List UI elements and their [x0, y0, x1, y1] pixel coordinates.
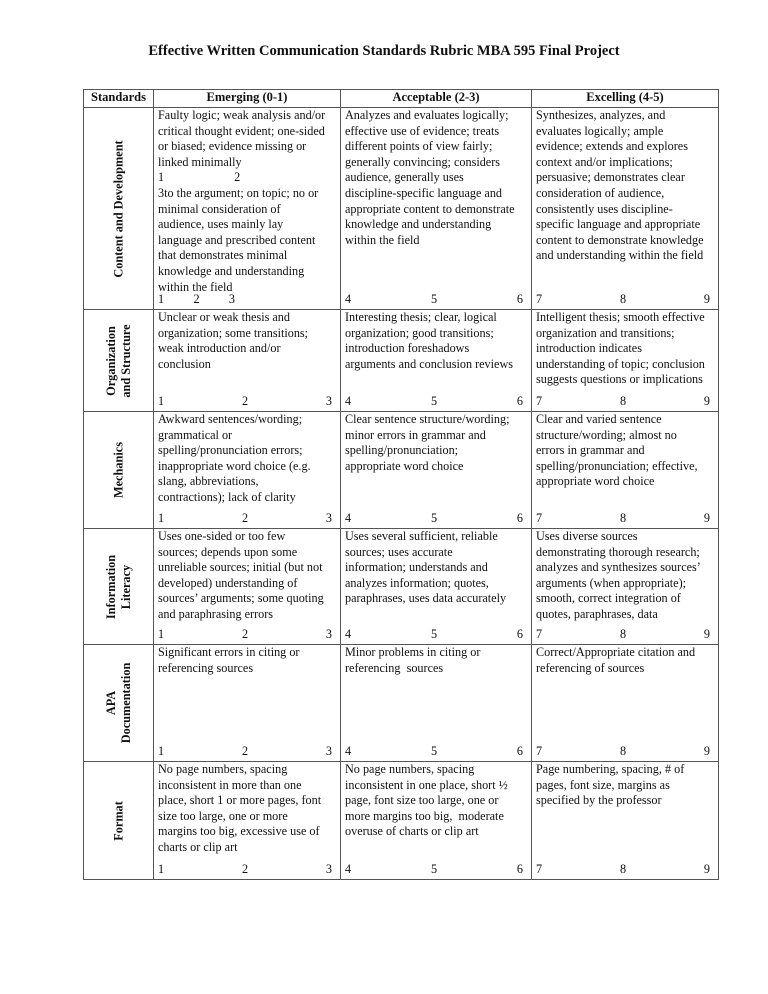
- description-line: appropriate content to demonstrate: [345, 201, 515, 216]
- description-line: evidence; extends and explores: [536, 139, 688, 154]
- standard-label-line: Information: [103, 554, 118, 619]
- criterion-description: [154, 108, 340, 295]
- standard-label: [104, 324, 134, 397]
- standard-cell: [84, 645, 154, 762]
- criterion-description: [341, 762, 531, 840]
- description-line: page, font size too large, one or: [345, 793, 499, 808]
- score-value: 7: [536, 394, 543, 409]
- score-options: [345, 394, 523, 410]
- cell-content: [341, 529, 531, 644]
- acceptable-cell: [341, 762, 532, 880]
- score-value: 7: [536, 744, 543, 759]
- description-line: 1 2: [158, 170, 241, 185]
- description-line: Correct/Appropriate citation and: [536, 645, 696, 659]
- cell-content: [154, 108, 340, 309]
- description-line: minimal consideration of: [158, 201, 281, 216]
- description-line: audience, generally uses: [345, 170, 464, 185]
- score-options: [158, 394, 332, 410]
- description-line: charts or clip art: [158, 839, 238, 854]
- description-line: overuse of charts or clip art: [345, 824, 479, 839]
- description-line: conclusion: [158, 356, 211, 371]
- description-line: Minor problems in citing or: [345, 645, 481, 659]
- description-line: introduction foreshadows: [345, 341, 470, 356]
- description-line: suggests questions or implications: [536, 372, 703, 387]
- criterion-description: [341, 310, 531, 372]
- score-options: [158, 862, 332, 878]
- score-value: 8: [619, 744, 627, 759]
- score-options: [536, 511, 710, 527]
- score-value: 9: [703, 627, 710, 642]
- description-line: Uses one-sided or too few: [158, 529, 286, 543]
- rubric-table: [83, 89, 719, 880]
- score-value: 1: [158, 627, 165, 642]
- description-line: and paraphrasing errors: [158, 606, 274, 621]
- description-line: specified by the professor: [536, 793, 662, 808]
- criterion-description: [341, 645, 531, 676]
- rubric-row: [84, 310, 719, 412]
- score-value: 2: [241, 511, 249, 526]
- score-value: 6: [516, 394, 523, 409]
- standard-label-line: Organization: [103, 325, 118, 396]
- description-line: linked minimally: [158, 154, 242, 169]
- description-line: effective use of evidence; treats: [345, 123, 500, 138]
- description-line: margins too big, excessive use of: [158, 824, 320, 839]
- standard-label: [111, 442, 126, 498]
- score-value: 5: [430, 394, 438, 409]
- score-value: 8: [619, 511, 627, 526]
- score-value: 4: [345, 744, 352, 759]
- standard-label-line: Literacy: [118, 564, 133, 609]
- score-value: 9: [703, 862, 710, 877]
- cell-content: [154, 412, 340, 528]
- description-line: referencing sources: [345, 660, 444, 675]
- description-line: more margins too big, moderate: [345, 808, 504, 823]
- emerging-cell: [154, 529, 341, 645]
- criterion-description: [532, 645, 718, 676]
- description-line: inconsistent in more than one: [158, 777, 302, 792]
- criterion-description: [532, 108, 718, 264]
- cell-content: [532, 529, 718, 644]
- description-line: sources; uses accurate: [345, 544, 453, 559]
- criterion-description: [154, 645, 340, 676]
- description-line: Clear and varied sentence: [536, 412, 662, 426]
- criterion-description: [154, 762, 340, 856]
- description-line: pages, font size, margins as: [536, 777, 670, 792]
- score-value: 4: [345, 627, 352, 642]
- description-line: errors in grammar and: [536, 443, 645, 458]
- score-value: 6: [516, 627, 523, 642]
- description-line: critical thought evident; one-sided: [158, 123, 325, 138]
- cell-content: [154, 762, 340, 879]
- description-line: Intelligent thesis; smooth effective: [536, 310, 705, 324]
- excelling-cell: [532, 108, 719, 310]
- criterion-description: [532, 529, 718, 623]
- score-value: 5: [430, 292, 438, 307]
- criterion-description: [532, 310, 718, 388]
- header-excelling: Excelling (4-5): [532, 90, 719, 108]
- standard-label-line: and Structure: [118, 323, 133, 398]
- description-line: sources’ arguments; some quoting: [158, 591, 324, 606]
- description-line: arguments and conclusion reviews: [345, 356, 513, 371]
- description-line: consistently uses discipline-: [536, 201, 673, 216]
- description-line: specific language and appropriate: [536, 217, 701, 232]
- criterion-description: [154, 412, 340, 506]
- description-line: referencing of sources: [536, 660, 645, 675]
- description-line: minor errors in grammar and: [345, 427, 486, 442]
- acceptable-cell: [341, 412, 532, 529]
- score-value: 9: [703, 511, 710, 526]
- standard-label-line: Mechanics: [111, 441, 125, 499]
- score-value: 4: [345, 511, 352, 526]
- description-line: size too large, one or more: [158, 808, 288, 823]
- cell-content: [341, 412, 531, 528]
- description-line: Page numbering, spacing, # of: [536, 762, 685, 776]
- description-line: No page numbers, spacing: [345, 762, 475, 776]
- score-value: 5: [430, 627, 438, 642]
- description-line: within the field: [158, 279, 233, 294]
- rubric-row: [84, 645, 719, 762]
- description-line: spelling/pronunciation;: [345, 443, 459, 458]
- description-line: Interesting thesis; clear, logical: [345, 310, 497, 324]
- score-value: 8: [619, 292, 627, 307]
- score-options: [345, 511, 523, 527]
- criterion-description: [154, 310, 340, 372]
- description-line: knowledge and understanding: [345, 217, 492, 232]
- description-line: discipline-specific language and: [345, 185, 503, 200]
- cell-content: [154, 529, 340, 644]
- excelling-cell: [532, 529, 719, 645]
- description-line: Unclear or weak thesis and: [158, 310, 290, 324]
- description-line: organization and transitions;: [536, 325, 675, 340]
- rubric-row: [84, 412, 719, 529]
- criterion-description: [532, 762, 718, 809]
- standard-label-line: Documentation: [118, 662, 133, 744]
- emerging-cell: [154, 412, 341, 529]
- score-value: 6: [516, 862, 523, 877]
- score-value: 3: [325, 627, 332, 642]
- description-line: Clear sentence structure/wording;: [345, 412, 510, 426]
- description-line: organization; good transitions;: [345, 325, 494, 340]
- emerging-cell: [154, 108, 341, 310]
- standard-label-line: APA: [103, 690, 118, 716]
- description-line: paraphrases, uses data accurately: [345, 591, 507, 606]
- standard-label-line: Content and Development: [111, 139, 125, 278]
- score-value: 9: [703, 744, 710, 759]
- excelling-cell: [532, 412, 719, 529]
- description-line: appropriate word choice: [536, 474, 655, 489]
- score-value: 5: [430, 862, 438, 877]
- score-value: 4: [345, 394, 352, 409]
- cell-content: [341, 310, 531, 411]
- score-value: 4: [345, 862, 352, 877]
- standard-cell: [84, 412, 154, 529]
- score-value: 1: [158, 292, 165, 307]
- score-value: 1: [158, 511, 165, 526]
- score-value: 3: [325, 744, 332, 759]
- description-line: arguments (when appropriate);: [536, 575, 687, 590]
- criterion-description: [532, 412, 718, 490]
- description-line: Synthesizes, analyzes, and: [536, 108, 666, 122]
- score-value: 4: [345, 292, 352, 307]
- score-options: [345, 627, 523, 643]
- standard-label: [104, 554, 134, 618]
- rubric-row: [84, 762, 719, 880]
- description-line: evaluates logically; ample: [536, 123, 664, 138]
- score-value: 3: [325, 862, 332, 877]
- criterion-description: [341, 412, 531, 474]
- score-options: [536, 744, 710, 760]
- description-line: or biased; evidence missing or: [158, 139, 307, 154]
- emerging-cell: [154, 310, 341, 412]
- rubric-row: [84, 108, 719, 310]
- score-value: 2: [193, 292, 200, 307]
- description-line: content to demonstrate knowledge: [536, 232, 704, 247]
- description-line: information; understands and: [345, 560, 488, 575]
- score-value: 3: [325, 511, 332, 526]
- score-value: 9: [703, 292, 710, 307]
- description-line: analyzes and synthesizes sources’: [536, 560, 701, 575]
- description-line: that demonstrates minimal: [158, 248, 288, 263]
- description-line: unreliable sources; initial (but not: [158, 560, 323, 575]
- cell-content: [532, 108, 718, 309]
- description-line: language and prescribed content: [158, 232, 316, 247]
- document-title: Effective Written Communication Standards Rubric MBA 595 Final Project: [148, 43, 620, 59]
- score-options: [345, 862, 523, 878]
- score-value: 2: [241, 862, 249, 877]
- score-options: [536, 292, 710, 308]
- standard-label: [111, 801, 126, 841]
- description-line: knowledge and understanding: [158, 263, 305, 278]
- description-line: Faulty logic; weak analysis and/or: [158, 108, 326, 122]
- description-line: contractions); lack of clarity: [158, 489, 296, 504]
- description-line: introduction indicates: [536, 341, 642, 356]
- score-value: 5: [430, 511, 438, 526]
- description-line: structure/wording; almost no: [536, 427, 677, 442]
- description-line: demonstrating thorough research;: [536, 544, 700, 559]
- description-line: inappropriate word choice (e.g.: [158, 458, 311, 473]
- score-value: 1: [158, 394, 165, 409]
- score-value: 7: [536, 292, 543, 307]
- description-line: sources; depends upon some: [158, 544, 298, 559]
- description-line: quotes, paraphrases, data: [536, 606, 658, 621]
- description-line: consideration of audience,: [536, 185, 665, 200]
- score-options: [158, 292, 235, 308]
- cell-content: [341, 645, 531, 761]
- description-line: within the field: [345, 232, 420, 247]
- acceptable-cell: [341, 108, 532, 310]
- acceptable-cell: [341, 645, 532, 762]
- description-line: 3to the argument; on topic; no or: [158, 185, 319, 200]
- criterion-description: [154, 529, 340, 623]
- description-line: slang, abbreviations,: [158, 474, 259, 489]
- description-line: Analyzes and evaluates logically;: [345, 108, 509, 122]
- emerging-cell: [154, 645, 341, 762]
- standard-cell: [84, 310, 154, 412]
- description-line: smooth, correct integration of: [536, 591, 681, 606]
- score-options: [345, 292, 523, 308]
- acceptable-cell: [341, 529, 532, 645]
- rubric-row: [84, 529, 719, 645]
- cell-content: [341, 108, 531, 309]
- standard-label: [104, 663, 134, 744]
- score-value: 8: [619, 862, 627, 877]
- standard-cell: [84, 529, 154, 645]
- description-line: Significant errors in citing or: [158, 645, 300, 659]
- score-value: 1: [158, 862, 165, 877]
- standard-cell: [84, 108, 154, 310]
- score-value: 2: [241, 394, 249, 409]
- description-line: organization; some transitions;: [158, 325, 309, 340]
- description-line: analyzes information; quotes,: [345, 575, 489, 590]
- cell-content: [532, 310, 718, 411]
- score-value: 7: [536, 862, 543, 877]
- score-value: 6: [516, 292, 523, 307]
- score-value: 8: [619, 627, 627, 642]
- score-options: [345, 744, 523, 760]
- cell-content: [154, 310, 340, 411]
- description-line: Uses diverse sources: [536, 529, 638, 543]
- criterion-description: [341, 108, 531, 248]
- score-value: 6: [516, 744, 523, 759]
- description-line: No page numbers, spacing: [158, 762, 288, 776]
- score-value: 8: [619, 394, 627, 409]
- header-acceptable: Acceptable (2-3): [341, 90, 532, 108]
- score-options: [158, 627, 332, 643]
- acceptable-cell: [341, 310, 532, 412]
- standard-cell: [84, 762, 154, 880]
- cell-content: [532, 412, 718, 528]
- criterion-description: [341, 529, 531, 607]
- standard-label-line: Format: [111, 800, 125, 841]
- score-value: 7: [536, 627, 543, 642]
- description-line: developed) understanding of: [158, 575, 298, 590]
- score-options: [536, 862, 710, 878]
- score-value: 7: [536, 511, 543, 526]
- description-line: audience, uses mainly lay: [158, 217, 284, 232]
- score-value: 3: [325, 394, 332, 409]
- description-line: Uses several sufficient, reliable: [345, 529, 498, 543]
- emerging-cell: [154, 762, 341, 880]
- description-line: grammatical or: [158, 427, 233, 442]
- description-line: spelling/pronunciation errors;: [158, 443, 303, 458]
- description-line: context and/or implications;: [536, 154, 673, 169]
- score-value: 6: [516, 511, 523, 526]
- description-line: referencing sources: [158, 660, 254, 675]
- standard-label: [111, 140, 126, 277]
- description-line: and understanding within the field: [536, 248, 704, 263]
- description-line: appropriate word choice: [345, 458, 464, 473]
- description-line: Awkward sentences/wording;: [158, 412, 303, 426]
- header-standards: Standards: [84, 90, 154, 108]
- cell-content: [532, 762, 718, 879]
- cell-content: [532, 645, 718, 761]
- description-line: place, short 1 or more pages, font: [158, 793, 322, 808]
- excelling-cell: [532, 762, 719, 880]
- score-value: 1: [158, 744, 165, 759]
- score-options: [158, 744, 332, 760]
- score-value: 9: [703, 394, 710, 409]
- score-options: [158, 511, 332, 527]
- description-line: understanding of topic; conclusion: [536, 356, 705, 371]
- description-line: generally convincing; considers: [345, 154, 501, 169]
- score-options: [536, 394, 710, 410]
- excelling-cell: [532, 645, 719, 762]
- description-line: spelling/pronunciation; effective,: [536, 458, 698, 473]
- excelling-cell: [532, 310, 719, 412]
- score-value: 5: [430, 744, 438, 759]
- description-line: inconsistent in one place, short ½: [345, 777, 508, 792]
- cell-content: [154, 645, 340, 761]
- header-emerging: Emerging (0-1): [154, 90, 341, 108]
- description-line: persuasive; demonstrates clear: [536, 170, 685, 185]
- description-line: weak introduction and/or: [158, 341, 281, 356]
- cell-content: [341, 762, 531, 879]
- score-value: 2: [241, 627, 249, 642]
- score-value: 2: [241, 744, 249, 759]
- score-options: [536, 627, 710, 643]
- score-value: 3: [228, 292, 235, 307]
- description-line: different points of view fairly;: [345, 139, 493, 154]
- header-row: [84, 90, 719, 108]
